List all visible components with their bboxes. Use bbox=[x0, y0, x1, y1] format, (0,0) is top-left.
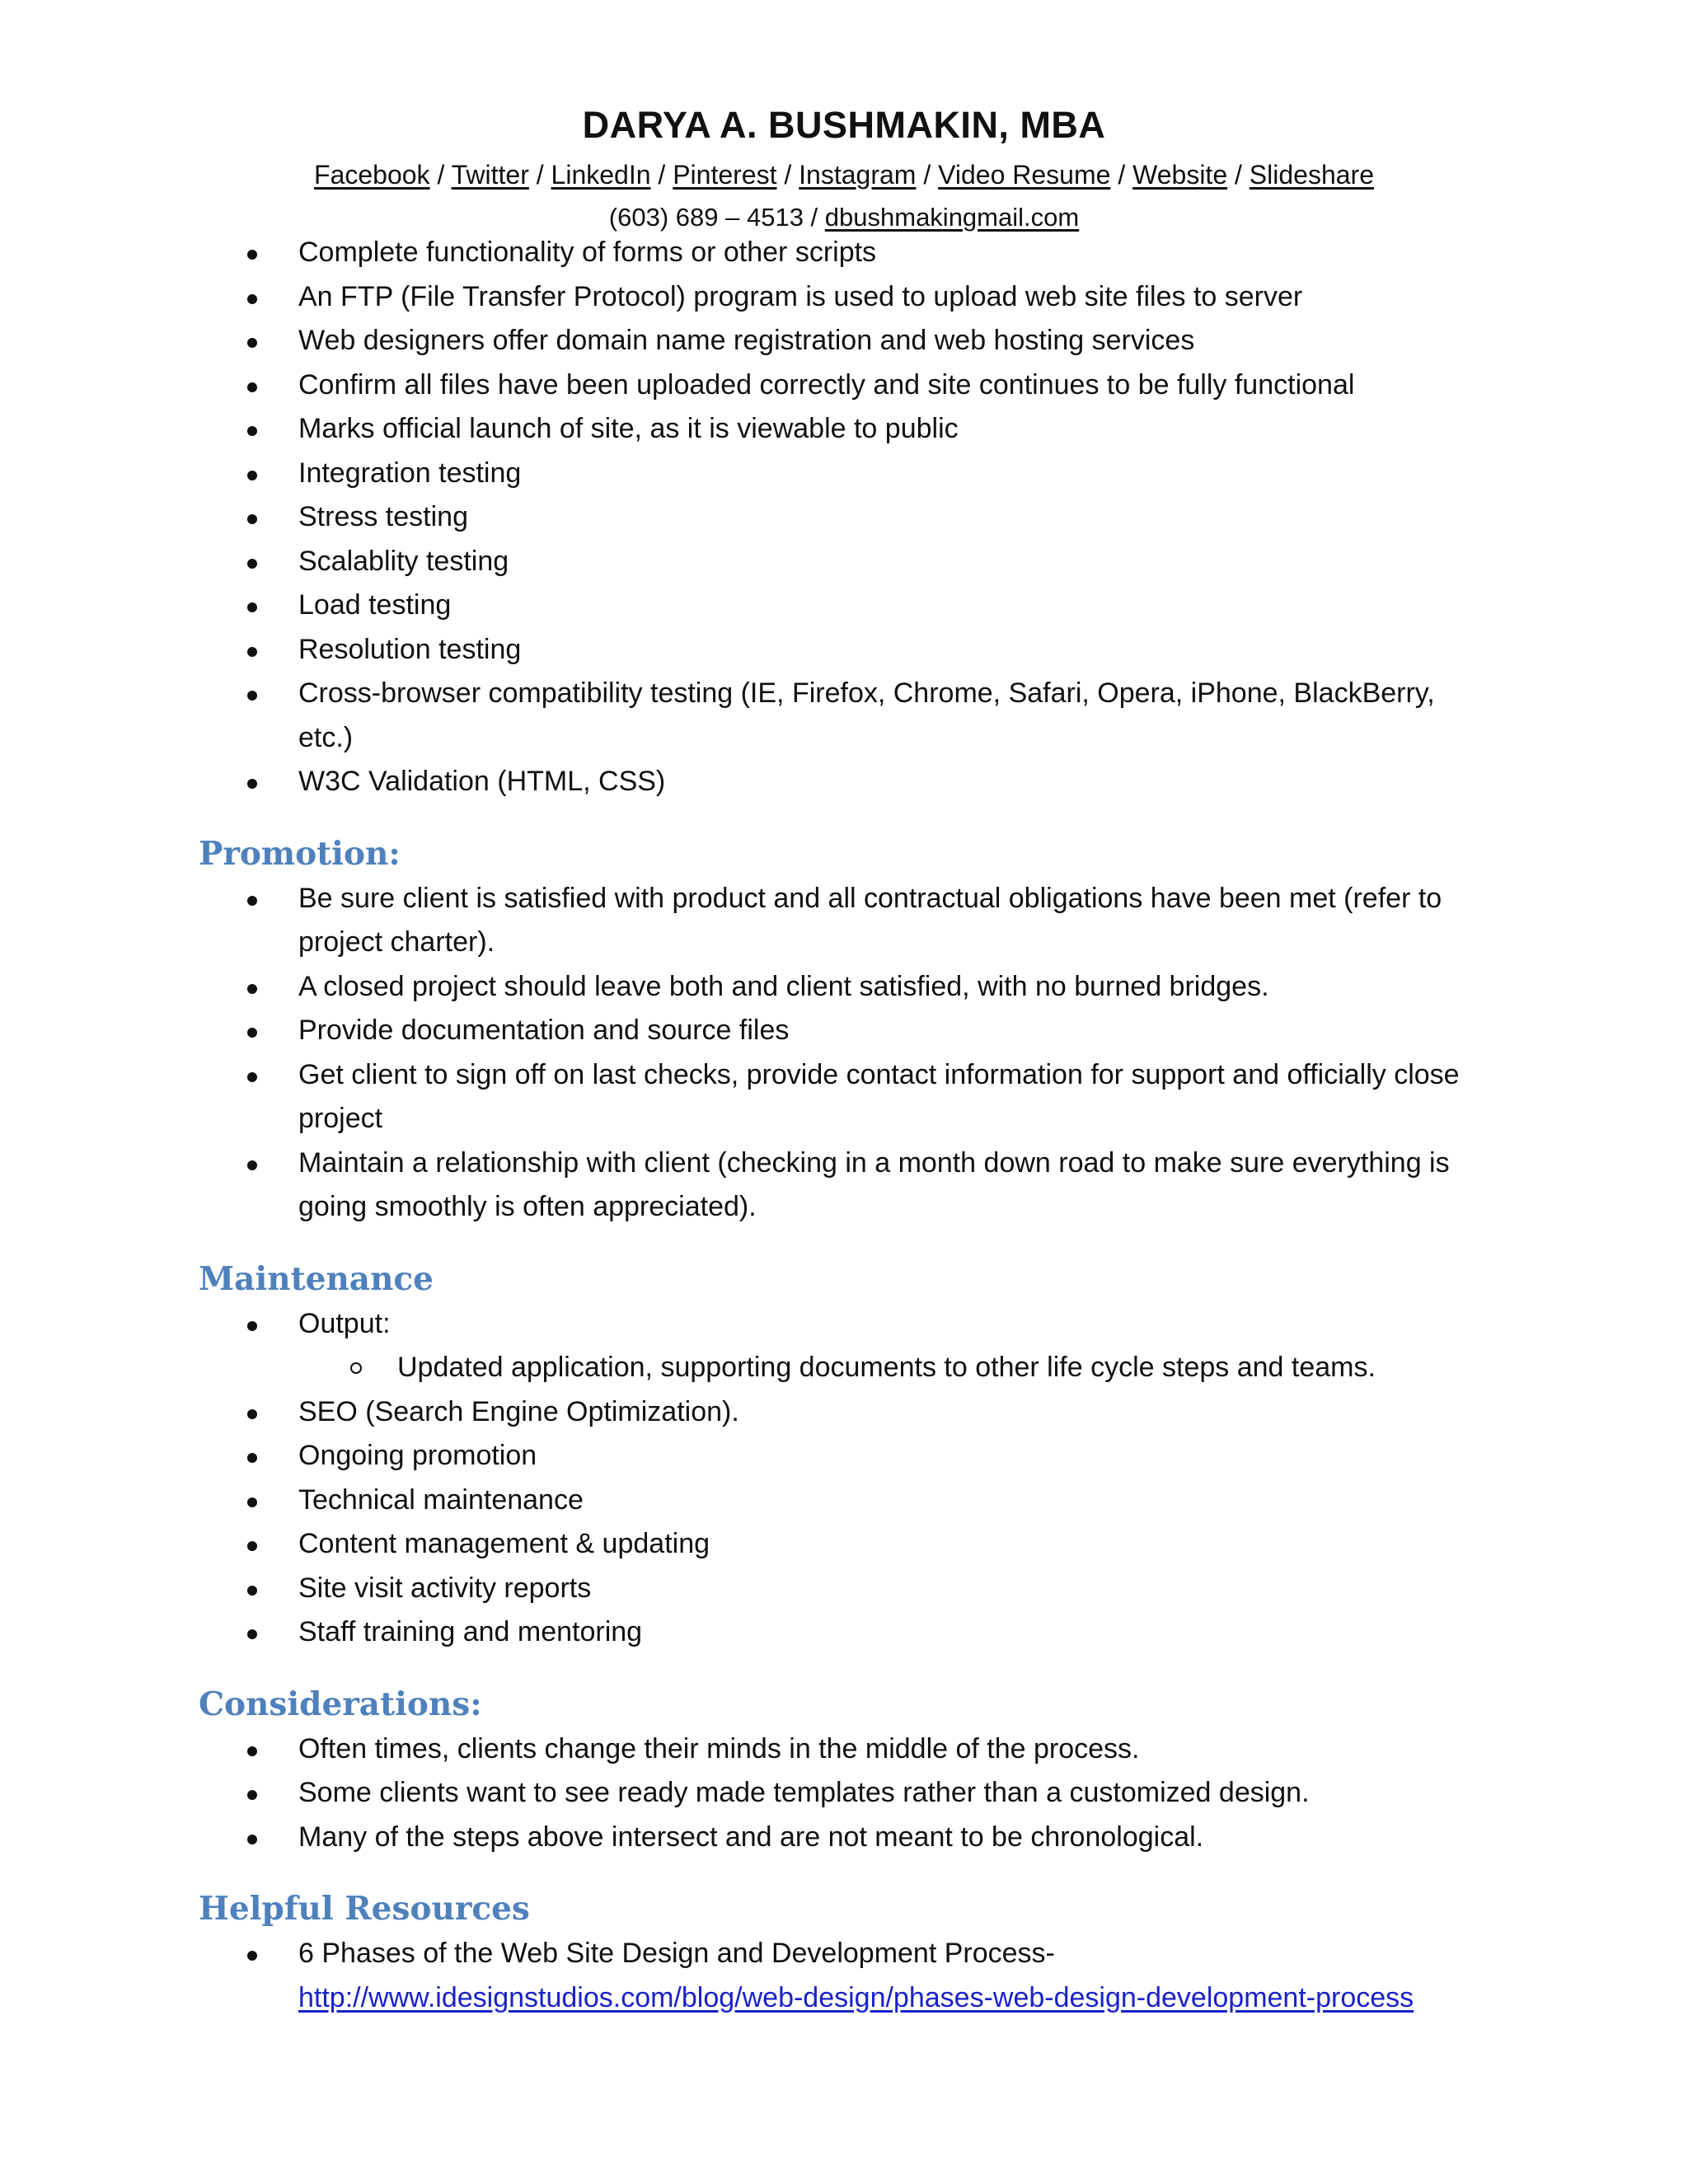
link-separator: / bbox=[1227, 160, 1250, 190]
list-item-text: Integration testing bbox=[298, 457, 522, 489]
list-item-text: Cross-browser compatibility testing (IE, Firefox, Chrome, Safari, Opera, iPhone, BlackBerry, etc.) bbox=[298, 677, 1435, 753]
list-item-text: Ongoing promotion bbox=[298, 1440, 537, 1471]
list-item bbox=[0, 965, 1688, 1010]
list-item-text: Resolution testing bbox=[298, 633, 522, 665]
list-item-text: SEO (Search Engine Optimization). bbox=[298, 1395, 739, 1427]
bullet-icon bbox=[247, 319, 257, 363]
list-item-text: Scalablity testing bbox=[298, 545, 509, 577]
email-link[interactable]: dbushmakingmail.com bbox=[824, 203, 1080, 232]
list-item bbox=[0, 540, 1688, 584]
list-item-text: Web designers offer domain name registration and web hosting services bbox=[298, 325, 1195, 356]
bullet-icon bbox=[247, 583, 257, 628]
bullet-icon bbox=[247, 1434, 257, 1479]
list-item-text: Output: bbox=[298, 1307, 391, 1339]
link-separator: / bbox=[1110, 160, 1133, 190]
bullet-icon bbox=[247, 495, 257, 540]
bullet-icon bbox=[247, 540, 257, 584]
bullet-icon bbox=[247, 1567, 257, 1611]
social-links bbox=[0, 153, 1688, 196]
list-item-text: Many of the steps above intersect and are not meant to be chronological. bbox=[298, 1821, 1204, 1853]
list-item-text: Load testing bbox=[298, 589, 452, 621]
bullet-icon bbox=[247, 965, 257, 1010]
sub-list-item bbox=[298, 1346, 1482, 1390]
resource-url-link[interactable]: http://www.idesignstudios.com/blog/web-design/phases-web-design-development-process bbox=[298, 1981, 1414, 2013]
bullet-icon bbox=[247, 1302, 257, 1347]
list-item bbox=[0, 1479, 1688, 1523]
section-heading-maintenance: Maintenance bbox=[199, 1259, 434, 1298]
list-item bbox=[0, 583, 1688, 628]
list-item bbox=[0, 1009, 1688, 1053]
link-separator: / bbox=[776, 160, 799, 190]
resume-content bbox=[0, 231, 1688, 2020]
bullet-icon bbox=[247, 363, 257, 408]
promotion-list bbox=[0, 877, 1688, 1230]
bullet-icon bbox=[247, 1610, 257, 1655]
list-item-text: W3C Validation (HTML, CSS) bbox=[298, 766, 666, 797]
list-item bbox=[0, 495, 1688, 540]
link-separator: / bbox=[916, 160, 939, 190]
phone-number: (603) 689 – 4513 bbox=[608, 203, 804, 232]
list-item-text: Site visit activity reports bbox=[298, 1572, 592, 1604]
bullet-icon bbox=[247, 1053, 257, 1098]
bullet-icon bbox=[247, 1727, 257, 1772]
pinterest-link[interactable]: Pinterest bbox=[673, 160, 777, 190]
list-item bbox=[0, 1434, 1688, 1479]
bullet-icon bbox=[247, 1932, 257, 1976]
list-item-text: Stress testing bbox=[298, 501, 468, 532]
list-item-text: An FTP (File Transfer Protocol) program is used to upload web site files to server bbox=[298, 280, 1303, 312]
list-item bbox=[0, 452, 1688, 496]
maintenance-list bbox=[0, 1302, 1688, 1655]
list-item bbox=[0, 319, 1688, 363]
bullet-icon bbox=[247, 407, 257, 452]
list-item-text: Maintain a relationship with client (checking in a month down road to make sure everything is going smoothly is often appreciated). bbox=[298, 1146, 1450, 1222]
resources-list bbox=[0, 1932, 1688, 2020]
list-item bbox=[0, 1141, 1688, 1230]
list-item bbox=[0, 407, 1688, 452]
list-item bbox=[0, 231, 1688, 275]
list-item-text: Complete functionality of forms or other scripts bbox=[298, 237, 877, 268]
link-separator: / bbox=[528, 160, 551, 190]
list-item bbox=[0, 760, 1688, 804]
bullet-icon bbox=[247, 452, 257, 496]
list-item bbox=[0, 1727, 1688, 1772]
sub-list bbox=[298, 1346, 1482, 1390]
list-item-text: Be sure client is satisfied with product and all contractual obligations have been met (refer to project charter). bbox=[298, 882, 1442, 958]
list-item-text: Provide documentation and source files bbox=[298, 1015, 790, 1046]
list-item-text: Confirm all files have been uploaded correctly and site continues to be fully functional bbox=[298, 368, 1355, 401]
launch-testing-list bbox=[0, 231, 1688, 804]
bullet-icon bbox=[247, 1479, 257, 1523]
bullet-icon bbox=[247, 231, 257, 275]
list-item-text: Get client to sign off on last checks, provide contact information for support and officially close project bbox=[298, 1058, 1460, 1134]
list-item-text: Staff training and mentoring bbox=[298, 1616, 643, 1647]
list-item-text: 6 Phases of the Web Site Design and Development Process- bbox=[298, 1938, 1055, 1969]
list-item bbox=[0, 1053, 1688, 1141]
bullet-icon bbox=[247, 672, 257, 716]
list-item bbox=[0, 275, 1688, 320]
list-item bbox=[0, 1302, 1688, 1390]
slideshare-link[interactable]: Slideshare bbox=[1249, 160, 1374, 190]
section-heading-helpful-resources: Helpful Resources bbox=[199, 1890, 530, 1928]
bullet-icon bbox=[247, 1390, 257, 1435]
list-item bbox=[0, 1610, 1688, 1655]
bullet-icon bbox=[247, 275, 257, 320]
list-item bbox=[0, 672, 1688, 760]
list-item bbox=[0, 877, 1688, 965]
facebook-link[interactable]: Facebook bbox=[314, 160, 430, 190]
video-resume-link[interactable]: Video Resume bbox=[938, 160, 1111, 190]
list-item bbox=[0, 1522, 1688, 1567]
list-item-text: A closed project should leave both and client satisfied, with no burned bridges. bbox=[298, 970, 1269, 1002]
list-item bbox=[0, 1932, 1688, 2020]
bullet-icon bbox=[247, 1816, 257, 1860]
list-item bbox=[0, 1567, 1688, 1611]
contact-separator: / bbox=[803, 203, 825, 232]
bullet-icon bbox=[247, 1141, 257, 1186]
bullet-icon bbox=[247, 877, 257, 921]
instagram-link[interactable]: Instagram bbox=[799, 160, 917, 190]
list-item bbox=[0, 1816, 1688, 1860]
link-separator: / bbox=[429, 160, 452, 190]
list-item-text: Often times, clients change their minds in the middle of the process. bbox=[298, 1732, 1140, 1765]
section-heading-considerations: Considerations: bbox=[199, 1685, 482, 1723]
bullet-icon bbox=[247, 1009, 257, 1053]
section-heading-promotion: Promotion: bbox=[199, 834, 401, 873]
website-link[interactable]: Website bbox=[1132, 160, 1228, 190]
list-item bbox=[0, 1771, 1688, 1816]
list-item-text: Some clients want to see ready made templates rather than a customized design. bbox=[298, 1777, 1310, 1808]
bullet-icon bbox=[247, 760, 257, 804]
linkedin-link[interactable]: LinkedIn bbox=[551, 160, 651, 190]
considerations-list bbox=[0, 1727, 1688, 1860]
hollow-bullet-icon bbox=[350, 1362, 362, 1374]
sub-list-item-text: Updated application, supporting documents to other life cycle steps and teams. bbox=[397, 1352, 1376, 1383]
list-item-text: Content management & updating bbox=[298, 1528, 710, 1559]
bullet-icon bbox=[247, 1522, 257, 1567]
bullet-icon bbox=[247, 628, 257, 673]
candidate-name: DARYA A. BUSHMAKIN, MBA bbox=[582, 104, 1106, 146]
resume-header bbox=[0, 97, 1688, 239]
link-separator: / bbox=[650, 160, 673, 190]
list-item-text: Marks official launch of site, as it is viewable to public bbox=[298, 413, 959, 444]
list-item bbox=[0, 628, 1688, 673]
bullet-icon bbox=[247, 1771, 257, 1816]
twitter-link[interactable]: Twitter bbox=[451, 160, 529, 190]
list-item-text: Technical maintenance bbox=[298, 1483, 584, 1516]
list-item bbox=[0, 1390, 1688, 1435]
list-item bbox=[0, 363, 1688, 408]
